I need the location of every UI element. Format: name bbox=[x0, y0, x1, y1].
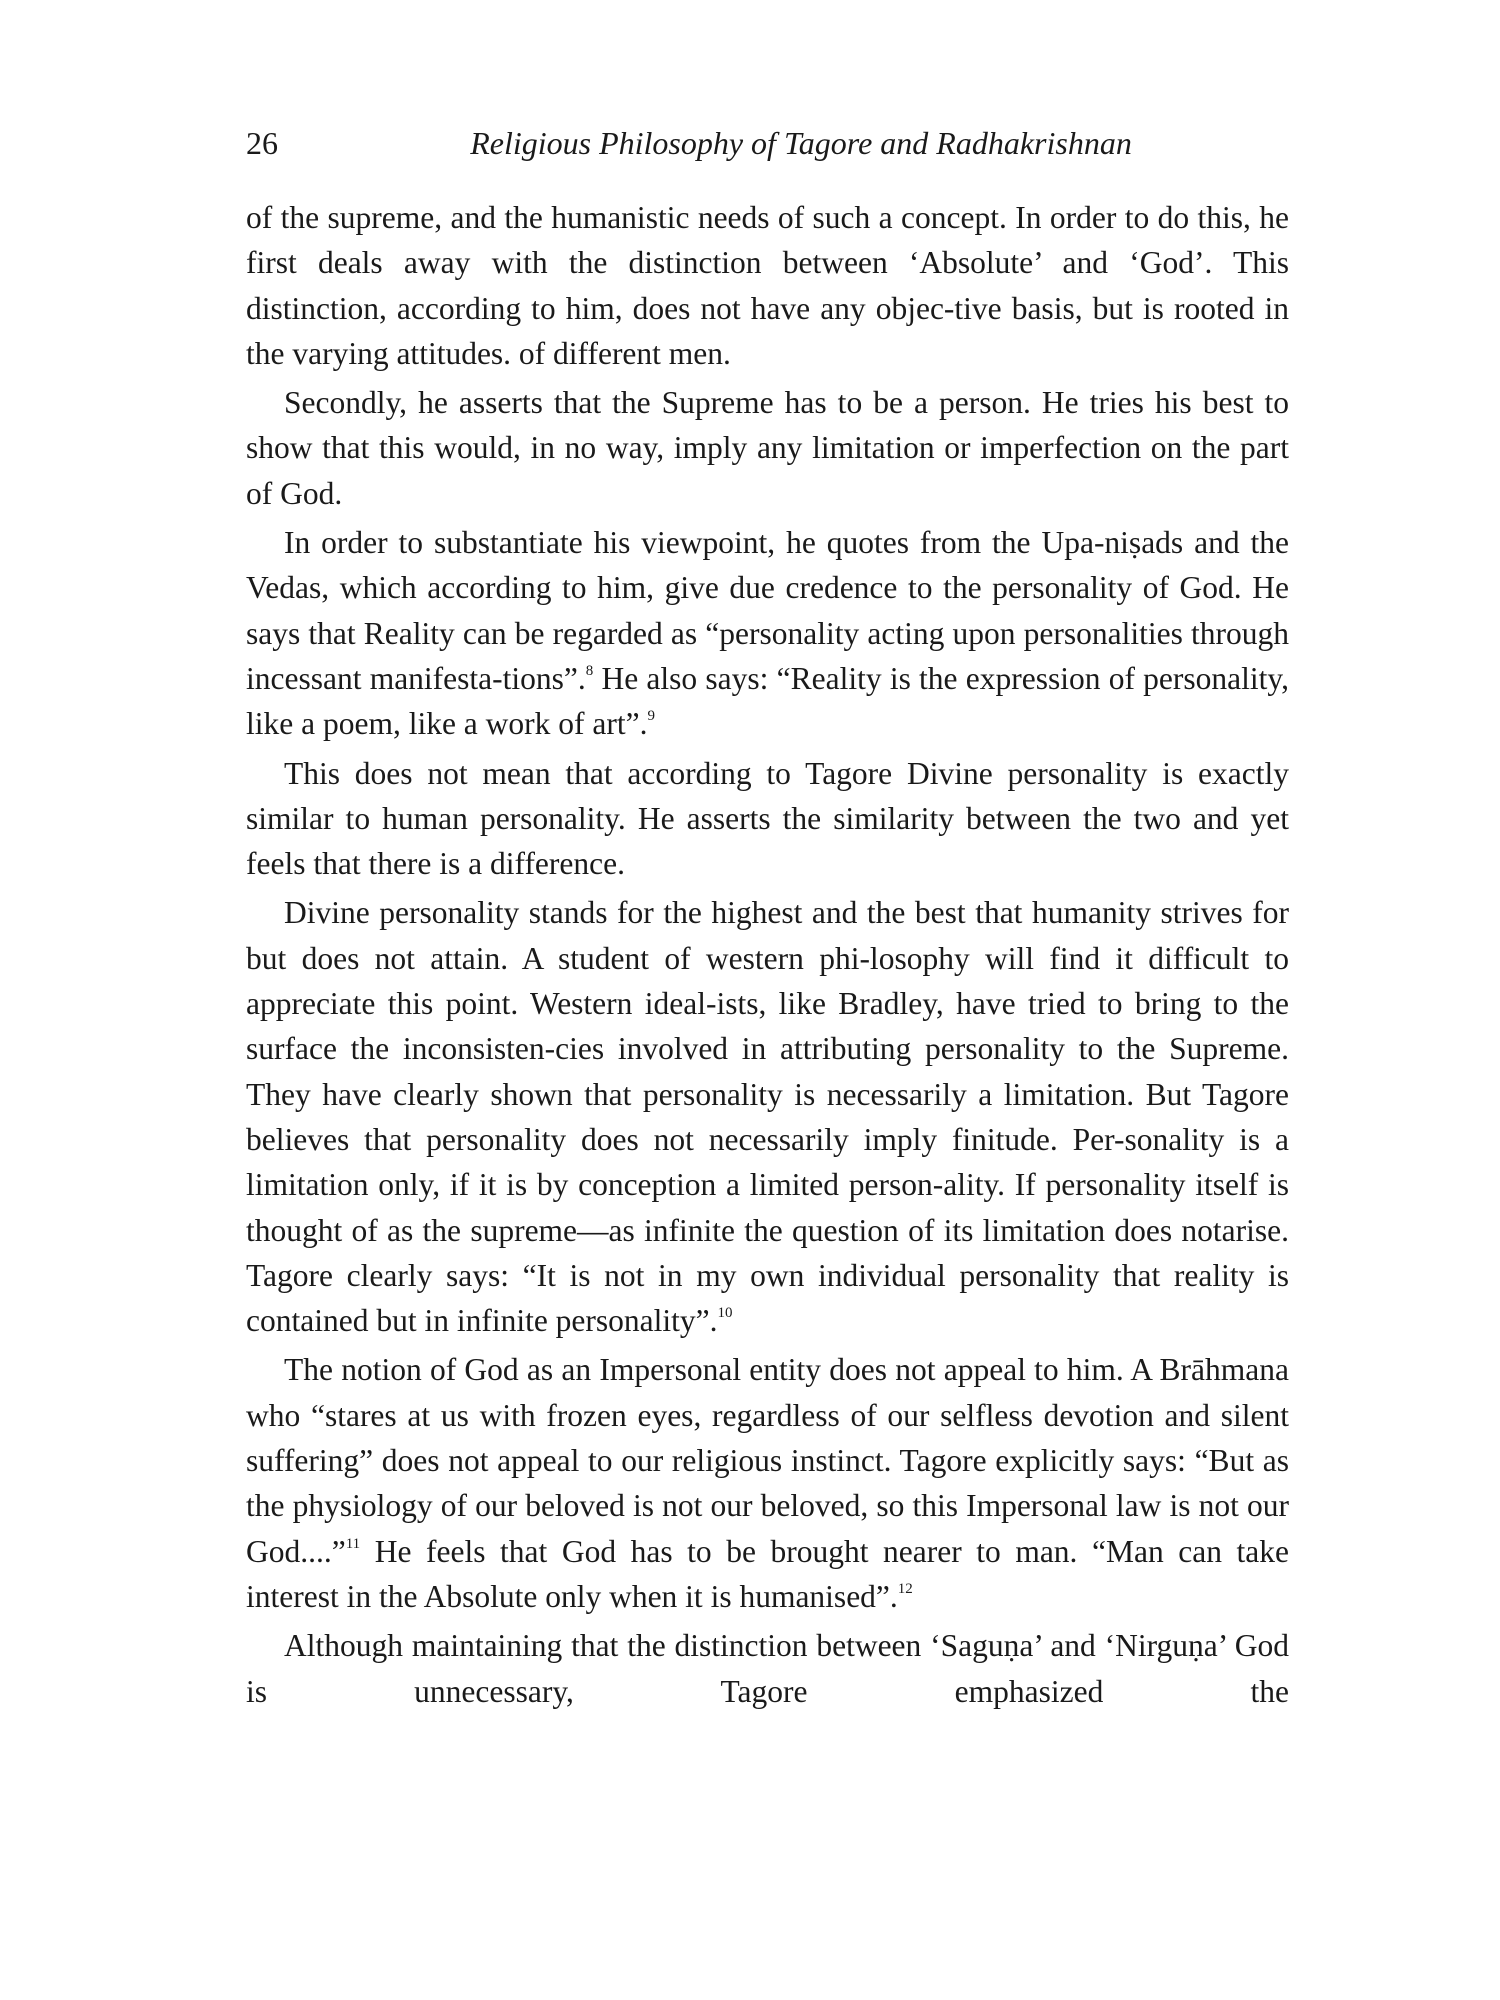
footnote-ref-9: 9 bbox=[647, 708, 655, 725]
paragraph-4 bbox=[246, 751, 1289, 887]
footnote-ref-8: 8 bbox=[585, 662, 594, 679]
paragraph-7 bbox=[246, 1623, 1289, 1714]
footnote-ref-10: 10 bbox=[717, 1305, 733, 1322]
paragraph-1 bbox=[246, 195, 1289, 376]
body-text bbox=[246, 195, 1289, 1718]
paragraph-1-text: of the supreme, and the humanistic needs of such a concept. In order to do this, he first deals away with the distinction between ‘Absolute’ and ‘God’. This distinction, according to him, does not have any objec-tive basis, but is rooted in the varying attitudes. of different men. bbox=[246, 200, 1289, 371]
paragraph-2 bbox=[246, 380, 1289, 516]
running-title: Religious Philosophy of Tagore and Radhakrishnan bbox=[470, 125, 1132, 161]
paragraph-6 bbox=[246, 1347, 1289, 1619]
paragraph-3-text-cont: He also says: “Reality is the expression of personality, like a poem, like a work of art”. bbox=[246, 660, 1289, 742]
paragraph-2-text: Secondly, he asserts that the Supreme has to be a person. He tries his best to show that this would, in no way, imply any limitation or imperfection on the part of God. bbox=[246, 385, 1289, 511]
paragraph-7-text: Although maintaining that the distinction between ‘Saguṇa’ and ‘Nirguṇa’ God is unnecessary, Tagore emphasized the bbox=[246, 1628, 1289, 1709]
paragraph-6-text: The notion of God as an Impersonal entity does not appeal to him. A Brāhmana who “stares at us with frozen eyes, regardless of our selfless devotion and silent suffering” does not appeal to our religious instinct. Tagore explicitly says: “But as the physiology of our beloved is not our beloved, so this Impersonal law is not our God....” bbox=[246, 1352, 1289, 1569]
footnote-ref-11: 11 bbox=[345, 1535, 361, 1552]
paragraph-5-text: Divine personality stands for the highest and the best that humanity strives for but does not attain. A student of western phi-losophy will find it difficult to appreciate this point. Western ideal-ists, like Bradley, have tried to bring to the surface the inconsisten-cies involved in attributing personality to the Supreme. They have clearly shown that personality is necessarily a limitation. But Tagore believes that personality does not necessarily imply finitude. Per-sonality is a limitation only, if it is by conception a limited person-ality. If personality itself is thought of as the supreme—as infinite the question of its limitation does notarise. Tagore clearly says: “It is not in my own individual personality that reality is contained but in infinite personality”. bbox=[246, 895, 1289, 1339]
page-number: 26 bbox=[246, 125, 278, 161]
paragraph-3-text: In order to substantiate his viewpoint, he quotes from the Upa-niṣads and the Vedas, which according to him, give due credence to the personality of God. He says that Reality can be regarded as “personality acting upon personalities through incessant manifesta-tions”. bbox=[246, 525, 1289, 696]
paragraph-5 bbox=[246, 890, 1289, 1343]
paragraph-4-text: This does not mean that according to Tagore Divine personality is exactly similar to human personality. He asserts the similarity between the two and yet feels that there is a difference. bbox=[246, 755, 1289, 882]
paragraph-6-text-cont: He feels that God has to be brought nearer to man. “Man can take interest in the Absolute only when it is humanised”. bbox=[246, 1533, 1289, 1614]
running-head bbox=[246, 118, 1296, 168]
footnote-ref-12: 12 bbox=[897, 1580, 913, 1597]
paragraph-3 bbox=[246, 520, 1289, 746]
